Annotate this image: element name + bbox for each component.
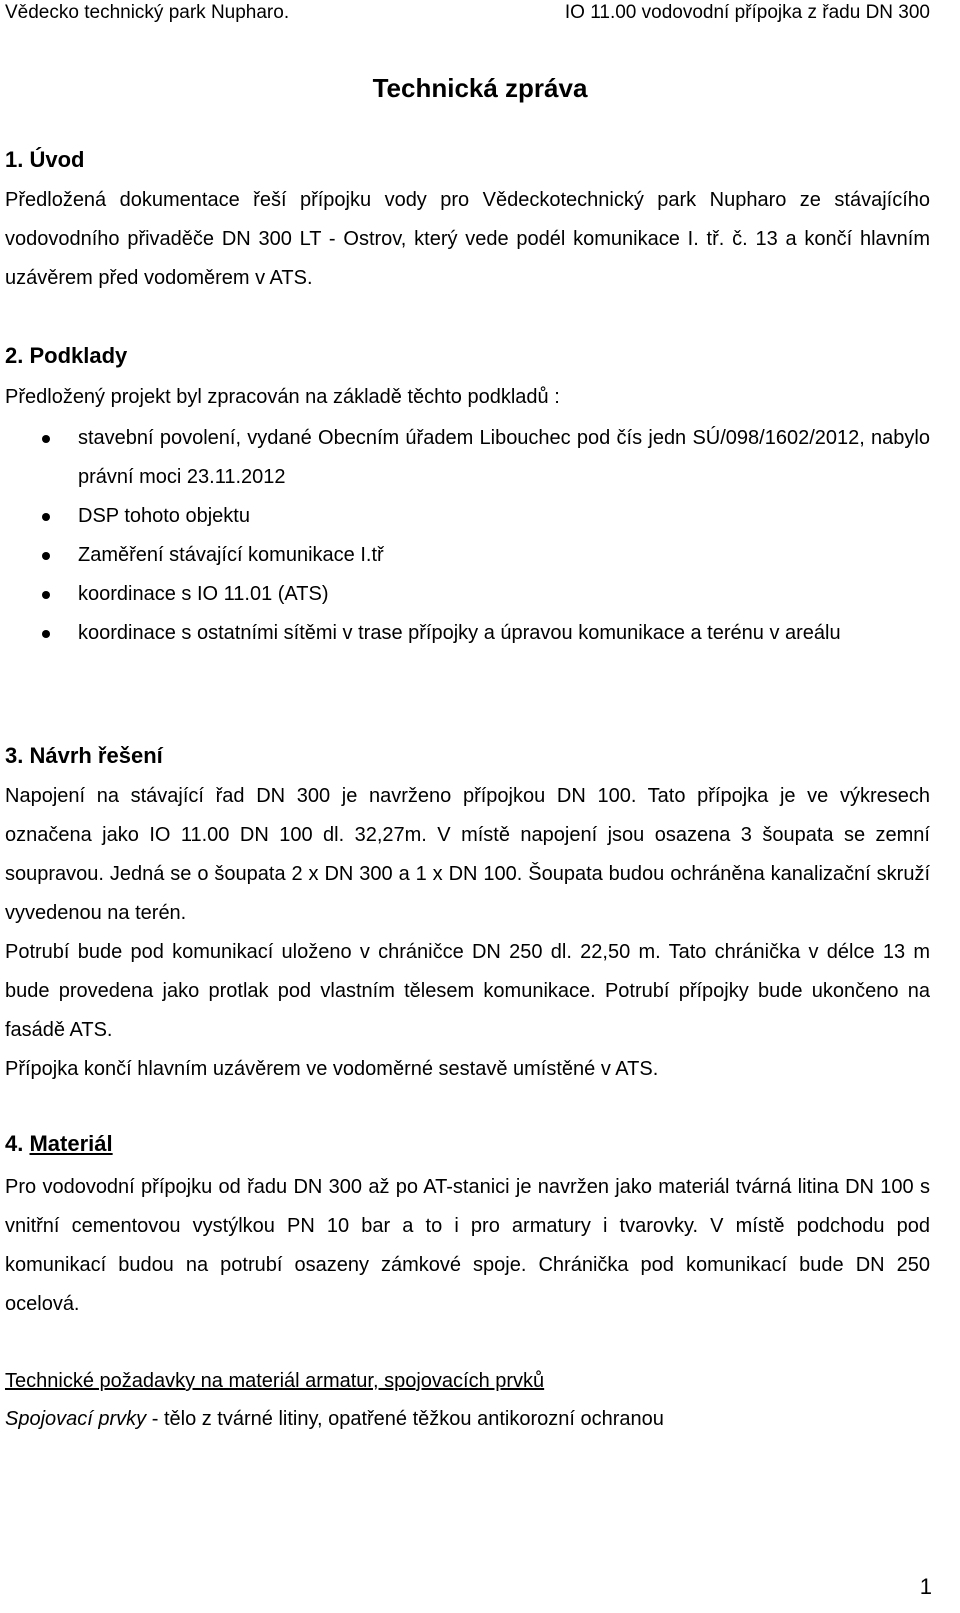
list-item-text: koordinace s ostatními sítěmi v trase přípojky a úpravou komunikace a terénu v areálu bbox=[78, 622, 841, 644]
section-heading-intro: 1. Úvod bbox=[5, 147, 85, 172]
list-item-text: koordinace s IO 11.01 (ATS) bbox=[78, 583, 329, 605]
page-title: Technická zpráva bbox=[372, 73, 588, 103]
list-item bbox=[5, 575, 930, 614]
spojovaci-prvky-line bbox=[5, 1400, 930, 1439]
list-item bbox=[5, 536, 930, 575]
list-item-text: Zaměření stávající komunikace I.tř bbox=[78, 544, 384, 566]
intro-paragraph: Předložená dokumentace řeší přípojku vody pro Vědeckotechnický park Nupharo ze stávajícího vodovodního přivaděče DN 300 LT - Ostrov, který vede podél komunikace I. tř. č. 13 a končí hlavním uzávěrem před vodoměrem v ATS. bbox=[5, 189, 930, 289]
spojovaci-prvky-label: Spojovací prvky bbox=[5, 1408, 147, 1430]
bullet-icon bbox=[42, 552, 50, 560]
navrh-paragraph-3: Přípojka končí hlavním uzávěrem ve vodoměrné sestavě umístěné v ATS. bbox=[5, 1058, 659, 1080]
page-number: 1 bbox=[919, 1574, 932, 1599]
bullet-icon bbox=[42, 435, 50, 443]
bullet-icon bbox=[42, 630, 50, 638]
material-paragraph: Pro vodovodní přípojku od řadu DN 300 až po AT-stanici je navržen jako materiál tvárná litina DN 100 s vnitřní cementovou vystýlkou PN 10 bar a to i pro armatury i tvarovky. V místě podchodu pod komunikací budou na potrubí osazeny zámkové spoje. Chránička pod komunikací bude DN 250 ocelová. bbox=[5, 1176, 930, 1315]
bullet-icon bbox=[42, 591, 50, 599]
section-heading-number: 4. bbox=[5, 1131, 24, 1156]
spojovaci-prvky-text: - tělo z tvárné litiny, opatřené těžkou antikorozní ochranou bbox=[146, 1408, 664, 1430]
list-item bbox=[5, 497, 930, 536]
section-heading-navrh: 3. Návrh řešení bbox=[5, 743, 163, 768]
header-project-name: Vědecko technický park Nupharo. bbox=[5, 2, 290, 23]
podklady-list bbox=[5, 419, 930, 653]
list-item bbox=[5, 614, 930, 653]
section-heading-word: Materiál bbox=[29, 1131, 113, 1156]
requirements-title: Technické požadavky na materiál armatur, spojovacích prvků bbox=[5, 1370, 545, 1392]
bullet-icon bbox=[42, 513, 50, 521]
section-heading-material bbox=[5, 1130, 113, 1158]
list-item bbox=[5, 419, 930, 497]
section-heading-podklady: 2. Podklady bbox=[5, 343, 128, 368]
list-item-text: DSP tohoto objektu bbox=[78, 505, 250, 527]
list-item-text: stavební povolení, vydané Obecním úřadem Libouchec pod čís jedn SÚ/098/1602/2012, nabylo právní moci 23.11.2012 bbox=[78, 427, 930, 488]
navrh-paragraph-2: Potrubí bude pod komunikací uloženo v chráničce DN 250 dl. 22,50 m. Tato chránička v délce 13 m bude provedena jako protlak pod vlastním tělesem komunikace. Potrubí přípojky bude ukončeno na fasádě ATS. bbox=[5, 941, 930, 1041]
header-object-code: IO 11.00 vodovodní přípojka z řadu DN 300 bbox=[564, 2, 930, 23]
podklady-lead: Předložený projekt byl zpracován na základě těchto podkladů : bbox=[5, 386, 560, 408]
navrh-paragraph-1: Napojení na stávající řad DN 300 je navrženo přípojkou DN 100. Tato přípojka je ve výkresech označena jako IO 11.00 DN 100 dl. 32,27m. V místě napojení jsou osazena 3 šoupata se zemní soupravou. Jedná se o šoupata 2 x DN 300 a 1 x DN 100. Šoupata budou ochráněna kanalizační skruží vyvedenou na terén. bbox=[5, 785, 930, 924]
